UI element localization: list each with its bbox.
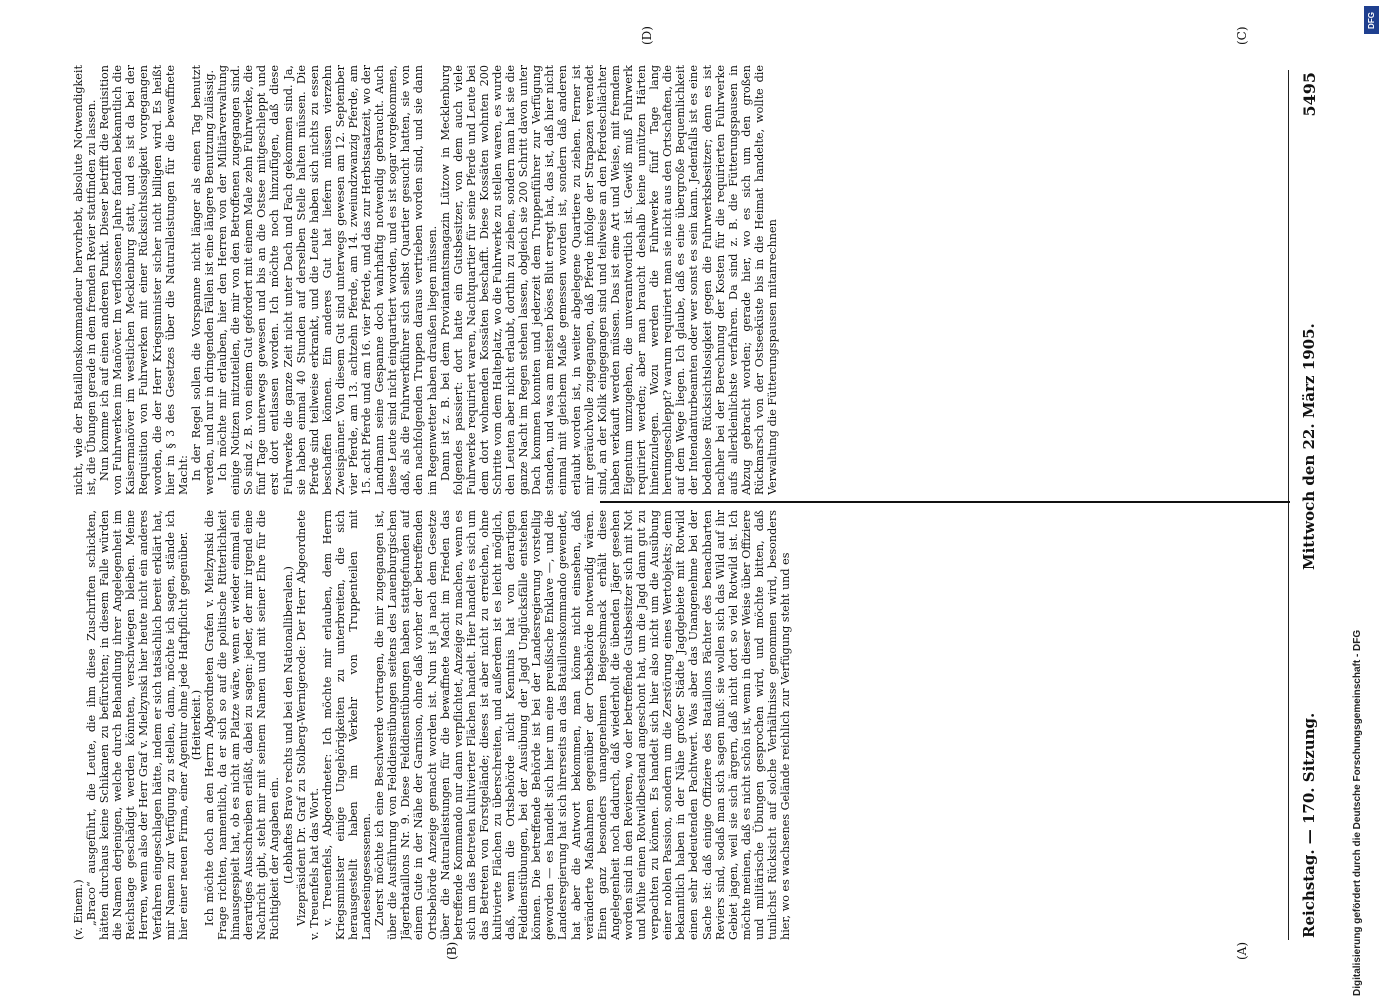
dfg-logo: [1364, 6, 1379, 34]
interjection: (Lebhaftes Bravo rechts und bei den Nationalliberalen.): [281, 566, 295, 884]
margin-marker-b: (B): [445, 941, 459, 960]
date-header: Mittwoch den 22. März 1905.: [1300, 323, 1318, 570]
paragraph: Ich möchte doch an den Herrn Abgeordneten Grafen v. Mielzynski die Frage richten, namentlich, da er sich so auf die politische Ritterlichkeit hinausgespielt hat, ob es nicht am Platze wäre, wenn er wieder einmal ein derartiges Ausschreiben erläßt, dabei zu sagen: jeder, der mir irgend eine Nachricht gibt, steht mir mit seinem Namen und mit seiner Ehre für die Richtigkeit der Angaben ein.: [202, 510, 282, 940]
margin-marker-a: (A): [1235, 941, 1249, 960]
dfg-logo-text: DFG: [1367, 11, 1377, 29]
header-rule: [1288, 70, 1289, 940]
column-divider: [600, 501, 1290, 503]
paragraph: Ich möchte mir erlauben, hier den Herren von der Militärverwaltung einige Notizen mitzuteilen, die mir von den Betroffenen zugegangen sind. So sind z. B. von einem Gut gefordert mit einem Male zehn Fuhrwerke, die fünf Tage unterwegs gewesen und bis an die Ostsee mitgeschleppt und erst dort entlassen worden. Ich möchte noch hinzufügen, daß diese Fuhrwerke die ganze Zeit nicht unter Dach und Fach gekommen sind. Ja, sie haben einmal 40 Stunden auf derselben Stelle halten müssen. Die Pferde sind teilweise erkrankt, und die Leute haben sich nichts zu essen beschaffen können. Ein anderes Gut hat liefern müssen vierzehn Zweispänner. Von diesem Gut sind unterwegs gewesen am 12. September vier Pferde, am 13. achtzehn Pferde, am 14. zweiundzwanzig Pferde, am 15. acht Pferde und am 16. vier Pferde, und das zur Herbstsaatzeit, wo der Landmann seine Gespanne doch wahrhaftig notwendig gebraucht. Auch diese Leute sind nicht einquartiert worden, und es ist sogar vorgekommen, daß, als die Fuhrwerkführer sich selbst Quartier gesucht hatten, sie von den nachfolgenden Truppen daraus vertrieben worden sind, und sie dann im Regenwetter haben draußen liegen müssen.: [216, 65, 439, 495]
paragraph: „Braco“ ausgeführt, die Leute, die ihm diese Zuschriften schickten, hätten durchaus keine Schikanen zu befürchten; in diesem Falle würden die Namen derjenigen, welche durch Behandlung ihrer Angelegenheit im Reichstage geschädigt werden könnten, verschwiegen bleiben. Meine Herren, wenn also der Herr Graf v. Mielzynski hier heute nicht ein anderes Verfahren eingeschlagen hätte, indem er sich tatsächlich bereit erklärt hat, mir Namen zur Verfügung zu stellen, dann, möchte ich sagen, stände ich hier einer neuen Firma, einer Agentur ohne jede Haftpflicht gegenüber.: [85, 510, 190, 940]
speaker-tag: (v. Einem.): [72, 879, 85, 940]
quotation: In der Regel sollen die Vorspanne nicht länger als einen Tag benutzt werden, und nur in dringenden Fällen ist eine längere Benutzung zulässig.: [189, 65, 216, 495]
session-header: Reichstag. — 170. Sitzung.: [1300, 712, 1318, 938]
paragraph: v. Treuenfels, Abgeordneter: Ich möchte mir erlauben, dem Herrn Kriegsminister einige Ungehörigkeiten zu unterbreiten, die sich herausgestellt haben im Verkehr von Truppenteilen mit Landeseingesessenen.: [320, 510, 374, 940]
paragraph: Nun komme ich auf einen anderen Punkt. Dieser betrifft die Requisition von Fuhrwerken im Manöver. Im verflossenen Jahre fanden bekanntlich die Kaisermanöver im westlichen Mecklenburg statt, und es ist da bei der Requisition von Fuhrwerken mit einer Rücksichtslosigkeit vorgegangen worden, die der Herr Kriegsminister sicher nicht billigen wird. Es heißt hier in § 3 des Gesetzes über die Naturalleistungen für die bewaffnete Macht:: [98, 65, 190, 495]
page-number: 5495: [1300, 72, 1319, 117]
paragraph: Vizepräsident Dr. Graf zu Stolberg-Wernigerode: Der Herr Abgeordnete v. Treuenfels hat das Wort.: [294, 510, 321, 940]
paragraph: Dann ist z. B. bei dem Proviantamtsmagazin Lützow in Mecklenburg folgendes passiert: dort hatte ein Gutsbesitzer, von dem auch viele Fuhrwerke requiriert waren, Nachtquartier für seine Pferde und Leute bei dem dort wohnenden Kossäten beschafft. Diese Kossäten wohnten 200 Schritte vom dem Halteplatz, wo die Fuhrwerke zu stellen waren, es wurde den Leuten aber nicht erlaubt, dorthin zu ziehen, sondern man hat sie die ganze Nacht im Regen stehen lassen, obgleich sie 200 Schritt davon unter Dach kommen konnten und jederzeit dem Truppenführer zur Verfügung standen, und was am meisten böses Blut erregt hat, das ist, daß hier nicht einmal mit gleichem Maße gemessen worden ist, sondern daß anderen erlaubt worden ist, in weiter abgelegene Quartiere zu ziehen. Ferner ist mir geräuchvolle zugegangen, daß Pferde infolge der Strapazen verendet sind, an der Kolik eingegangen sind und teilweise an den Pferdeschlächter haben verkauft werden müssen. Das ist eine Art und Weise, mit fremdem Eigentum umzugehen, die unverantwortlich ist. Gewiß muß Fuhrwerk requiriert werden; aber man braucht deshalb keine unnützen Härten hineinzulegen. Wozu werden die Fuhrwerke fünf Tage lang herumgeschleppt? warum requiriert man sie nicht aus den Ortschaften, die auf dem Wege liegen. Ich glaube, daß es eine übergroße Bequemlichkeit der Intendanturbeamten oder wer sonst es sein kann. Jedenfalls ist es eine bodenlose Rücksichtslosigkeit gegen die Fuhrwerksbesitzer; denn es ist nachher bei der Berechnung der Kosten für die requirierten Fuhrwerke aufs allerkleinlichste verfahren. Da sind z. B. die Fütterungspausen in Abzug gebracht worden; gerade hier, wo es sich um den großen Rückmarsch von der Ostseeküste bis in die Heimat handelte, wollte die Verwaltung die Fütterungspausen mitanrechnen: [438, 65, 779, 495]
margin-marker-d: (D): [640, 26, 654, 45]
right-column: [72, 65, 1282, 495]
margin-marker-c: (C): [1235, 26, 1249, 45]
left-column: [72, 510, 1282, 940]
paragraph: Zuerst möchte ich eine Beschwerde vortragen, die mir zugegangen ist, über die Ausführung von Felddienstübungen seitens des Lauenburgischen Jägerbataillons Nr. 9. Diese Felddienstübungen haben stattgefunden auf einem Gute in der Nähe der Garnison, ohne daß vorher der betreffenden Ortsbehörde Anzeige gemacht worden ist. Nun ist ja nach dem Gesetze über die Naturalleistungen für die bewaffnete Macht im Frieden das betreffende Kommando nur dann verpflichtet, Anzeige zu machen, wenn es sich um das Betreten kultivierter Flächen handelt. Hier handelt es sich um das Betreten von Forstgelände; dieses ist aber nicht zu erreichen, ohne kultivierte Flächen zu überschreiten, und außerdem ist es leicht möglich, daß, wenn die Ortsbehörde nicht Kenntnis hat von derartigen Felddienstübungen, bei der Ausübung der Jagd Unglücksfälle entstehen können. Die betreffende Behörde ist bei der Landesregierung vorstellig geworden — es handelt sich hier um eine preußische Enklave —, und die Landesregierung hat sich ihrerseits an das Bataillonskommando gewendet, hat aber die Antwort bekommen, man könne nicht einsehen, daß veränderte Maßnahmen gegenüber der Ortsbehörde notwendig wären. Einen ganz besonders unangenehmen Beigeschmack erhält diese Angelegenheit noch dadurch, daß wiederholt die übenden Jäger gesehen worden sind in den Revieren, wo der betreffende Gutsbesitzer sich mit Not und Mühe einen Rotwildbestand angeschont hat, um die Jagd dann gut zu verpachten zu können. Es handelt sich hier also nicht um die Ausübung einer noblen Passion, sondern um die Zerstörung eines Wertobjekts; denn bekanntlich haben in der Nähe großer Städte Jagdgebiete mit Rotwild einen sehr bedeutenden Pachtwert. Was aber das Unangenehme bei der Sache ist: daß einige Offiziere des Bataillons Pächter des benachbarten Reviers sind, sodaß man sich sagen muß: sie wollen sich das Wild auf ihr Gebiet jagen, weil sie sich ärgern, daß nicht dort so viel Rotwild ist. Ich möchte meinen, daß es nicht schön ist, wenn in dieser Weise über Offiziere und militärische Übungen gesprochen wird, und möchte bitten, daß tunlichst Rücksicht auf solche Verhältnisse genommen wird, besonders hier, wo es wachsenes Gelände reichlich zur Verfügung steht und es: [373, 510, 793, 940]
digitization-credit: Digitalisierung gefördert durch die Deutsche Forschungsgemeinschaft - DFG: [1352, 629, 1363, 996]
interjection: (Heiterkeit.): [189, 689, 203, 761]
paragraph: nicht, wie der Bataillonskommandeur hervorhebt, absolute Notwendigkeit ist, die Übungen gerade in dem fremden Revier stattfinden zu lassen.: [72, 65, 99, 495]
